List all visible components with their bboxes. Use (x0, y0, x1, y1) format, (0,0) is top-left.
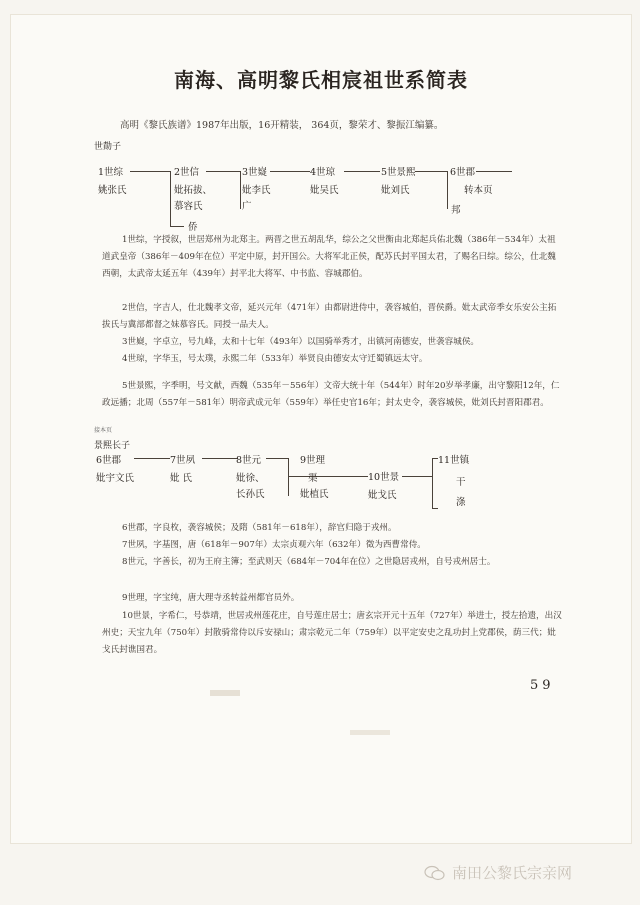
son-label: 邦 (451, 205, 461, 216)
gen-label: 9世理 (300, 455, 326, 466)
gen-label: 4世琼 (310, 167, 336, 178)
son-label: 侨 (188, 222, 198, 233)
gen-label: 7世夙 (170, 455, 196, 466)
document-page (10, 14, 632, 844)
son-label: 渠 (308, 473, 318, 484)
son-label: 广 (242, 201, 252, 212)
bio-paragraph: 1世综，字授叙，世居郑州为北郑主。两晋之世五胡乱华，综公之父世衡由北郑起兵佑北魏（386年－534年）太祖道武皇帝（386年－409年在位）平定中原，封开国公。大将军北正侯，配苏氏封平国太君，了赐名曰综。综公，仕北魏西朝，太武帝太延五年（439年）封平北大将军、中书监、容城郡伯。 (102, 235, 556, 279)
gen-node (98, 164, 127, 196)
tree-connector (240, 171, 241, 209)
spouse-label: 姚张氏 (98, 185, 127, 196)
page-title: 南海、高明黎氏相宸祖世系简表 (174, 68, 468, 92)
spouse-label: 慕容氏 (174, 201, 203, 212)
bio-paragraph: 7世夙，字基图，唐（618年－907年）太宗贞观六年（632年）徵为西曹常侍。 (122, 540, 426, 550)
son-label: 干 (456, 477, 466, 488)
spouse-label: 长孙氏 (236, 489, 265, 500)
intro-text: 高明《黎氏族谱》1987年出版，16开精装， 364页，黎荣才、黎振江编纂。 (120, 120, 444, 131)
spouse-label: 妣 氏 (170, 473, 193, 484)
faint-mark (210, 690, 240, 696)
tree-connector (170, 171, 171, 226)
watermark-text: 南田公黎氏宗亲网 (452, 864, 573, 882)
section2-label: 景熙长子 (94, 441, 131, 451)
wechat-icon (424, 865, 446, 881)
gen-node (368, 469, 399, 501)
gen-node (300, 452, 329, 500)
gen-node (170, 452, 195, 484)
gen-label: 11世镇 (438, 455, 470, 466)
bio-paragraph: 10世景，字希仁，号恭靖，世居戎州莲花庄，自号莲庄居士；唐玄宗开元十五年（727年）举进士，授左拾遗，出汉州史；天宝九年（750年）封散骑常侍以斥安禄山；肃宗乾元二年（759年）以平定安史之乱功封上党郡侯，荫三代；妣戈氏封谯国君。 (102, 611, 562, 655)
gen-node (242, 164, 271, 212)
gen-node (438, 452, 469, 508)
tree-connector (447, 171, 448, 209)
gen-node (236, 452, 265, 500)
gen-node (310, 164, 339, 196)
bio-paragraph: 6世郡，字良枚，袭容城侯；及隋（581年－618年），辞官归隐于戎州。 (122, 523, 397, 533)
tree-connector (432, 508, 438, 509)
spouse-label: 妣拓拔、 (174, 185, 213, 196)
tree-connector (344, 171, 380, 172)
gen-label: 3世嶷 (242, 167, 268, 178)
bio-paragraph: 5世景熙，字季明，号文献，西魏（535年－556年）文帝大统十年（544年）时年20岁举孝廉，出守黎阳12年，仁政远播；北周（557年－581年）明帝武成元年（559年）举任史官16年；封太史令，袭容城侯，妣刘氏封晋阳郡君。 (102, 381, 560, 408)
section1-label: 世勣子 (94, 142, 122, 152)
spouse-label: 妣徐、 (236, 473, 265, 484)
tree-connector (402, 476, 432, 477)
gen-label: 6世郡 (450, 167, 476, 178)
bio-paragraph: 4世琼，字华玉，号太璞，永熙二年（533年）举贤良由德安太守迁蜀镇远太守。 (122, 354, 428, 364)
gen-node (96, 452, 134, 484)
gen-node (381, 164, 416, 196)
bio-paragraph: 3世嶷，字卓立，号九峰，太和十七年（493年）以国骑举秀才，出镇河南德安，世袭容城侯。 (122, 337, 480, 347)
gen-label: 2世信 (174, 167, 200, 178)
faint-mark (350, 730, 390, 735)
son-label: 涤 (456, 497, 466, 508)
spouse-label: 妣刘氏 (381, 185, 410, 196)
spouse-label: 妣植氏 (300, 489, 329, 500)
gen-node (450, 164, 493, 196)
tree-connector (130, 171, 170, 172)
tree-connector (288, 458, 289, 496)
gen-label: 5世景熙 (381, 167, 416, 178)
gen-label: 8世元 (236, 455, 262, 466)
page-number: 59 (530, 678, 555, 693)
spouse-label: 转本页 (464, 185, 493, 196)
gen-label: 10世景 (368, 472, 400, 483)
bio-paragraph: 2世信，字吉人，仕北魏孝文帝，延兴元年（471年）由都尉进侍中，袭容城伯，晋侯爵。妣太武帝季女乐安公主拓拔氏与冀部都督之妹慕容氏。同授一品夫人。 (102, 303, 557, 330)
tree-connector (432, 458, 433, 508)
watermark (424, 862, 572, 883)
tree-connector (415, 171, 447, 172)
gen-label: 6世郡 (96, 455, 122, 466)
tree-connector (270, 171, 310, 172)
spouse-label: 妣吴氏 (310, 185, 339, 196)
spouse-label: 妣宇文氏 (96, 473, 135, 484)
gen-label: 1世综 (98, 167, 124, 178)
tree-connector (266, 458, 288, 459)
bio-paragraph: 8世元，字善长，初为王府主簿；至武则天（684年－704年在位）之世隐居戎州，自号戎州居士。 (122, 557, 496, 567)
gen-node (174, 164, 212, 212)
tree-connector (170, 226, 184, 227)
bio-paragraph: 9世理，字宝纯，唐大理寺丞转益州都官员外。 (122, 593, 300, 603)
continuation-tag: 接本页 (94, 427, 113, 434)
tree-connector (134, 458, 170, 459)
spouse-label: 妣戈氏 (368, 490, 397, 501)
spouse-label: 妣李氏 (242, 185, 271, 196)
tree-connector (202, 458, 238, 459)
